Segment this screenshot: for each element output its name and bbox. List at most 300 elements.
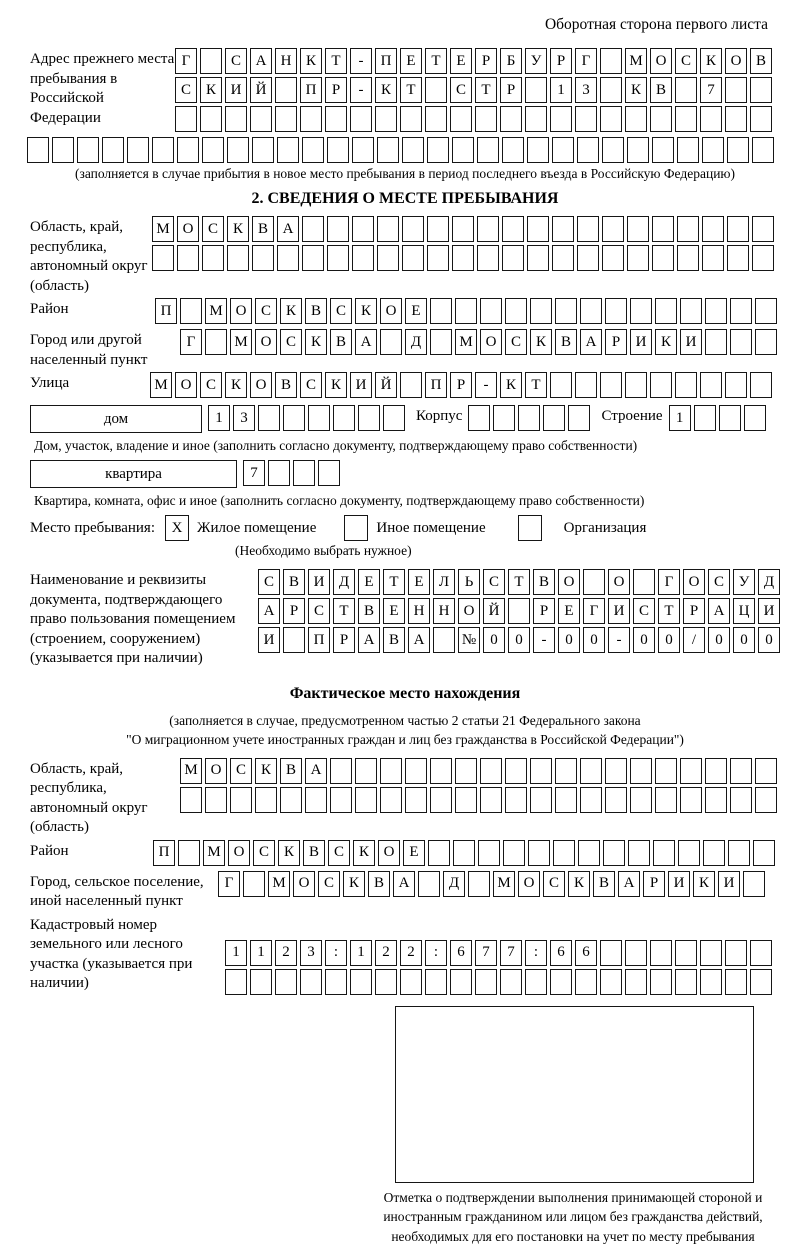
- char-cell[interactable]: А: [355, 329, 377, 355]
- char-cell[interactable]: [478, 840, 500, 866]
- char-cell[interactable]: Н: [408, 598, 430, 624]
- char-cell[interactable]: [250, 969, 272, 995]
- char-cell[interactable]: [225, 106, 247, 132]
- char-cell[interactable]: [728, 840, 750, 866]
- char-cell[interactable]: С: [318, 871, 340, 897]
- char-cell[interactable]: [705, 329, 727, 355]
- char-cell[interactable]: [553, 840, 575, 866]
- char-cell[interactable]: [377, 216, 399, 242]
- char-cell[interactable]: 0: [633, 627, 655, 653]
- char-cell[interactable]: [725, 372, 747, 398]
- char-cell[interactable]: П: [153, 840, 175, 866]
- char-cell[interactable]: С: [505, 329, 527, 355]
- char-cell[interactable]: О: [250, 372, 272, 398]
- char-cell[interactable]: К: [355, 298, 377, 324]
- char-cell[interactable]: [755, 298, 777, 324]
- char-cell[interactable]: [719, 405, 741, 431]
- char-cell[interactable]: [628, 840, 650, 866]
- char-cell[interactable]: 7: [243, 460, 265, 486]
- char-cell[interactable]: [455, 298, 477, 324]
- char-cell[interactable]: С: [200, 372, 222, 398]
- char-cell[interactable]: О: [683, 569, 705, 595]
- char-cell[interactable]: [400, 106, 422, 132]
- char-cell[interactable]: Ь: [458, 569, 480, 595]
- char-cell[interactable]: М: [180, 758, 202, 784]
- char-cell[interactable]: [525, 969, 547, 995]
- char-cell[interactable]: 2: [400, 940, 422, 966]
- char-cell[interactable]: [127, 137, 149, 163]
- char-cell[interactable]: [744, 405, 766, 431]
- char-cell[interactable]: Е: [358, 569, 380, 595]
- char-cell[interactable]: Т: [400, 77, 422, 103]
- char-cell[interactable]: С: [280, 329, 302, 355]
- char-cell[interactable]: [530, 298, 552, 324]
- char-cell[interactable]: 1: [225, 940, 247, 966]
- char-cell[interactable]: [625, 940, 647, 966]
- char-cell[interactable]: 0: [708, 627, 730, 653]
- char-cell[interactable]: С: [633, 598, 655, 624]
- char-cell[interactable]: [730, 758, 752, 784]
- char-cell[interactable]: [352, 216, 374, 242]
- char-cell[interactable]: [405, 758, 427, 784]
- char-cell[interactable]: Е: [450, 48, 472, 74]
- char-cell[interactable]: [753, 840, 775, 866]
- char-cell[interactable]: М: [152, 216, 174, 242]
- char-cell[interactable]: Е: [403, 840, 425, 866]
- char-cell[interactable]: [500, 969, 522, 995]
- char-cell[interactable]: [727, 216, 749, 242]
- char-cell[interactable]: [300, 106, 322, 132]
- char-cell[interactable]: Й: [483, 598, 505, 624]
- char-cell[interactable]: [555, 787, 577, 813]
- char-cell[interactable]: [602, 137, 624, 163]
- char-cell[interactable]: [333, 405, 355, 431]
- char-cell[interactable]: [225, 969, 247, 995]
- char-cell[interactable]: [500, 106, 522, 132]
- char-cell[interactable]: М: [203, 840, 225, 866]
- char-cell[interactable]: И: [225, 77, 247, 103]
- char-cell[interactable]: [527, 216, 549, 242]
- char-cell[interactable]: [650, 969, 672, 995]
- char-cell[interactable]: [430, 329, 452, 355]
- char-cell[interactable]: [752, 245, 774, 271]
- char-cell[interactable]: В: [533, 569, 555, 595]
- char-cell[interactable]: -: [350, 48, 372, 74]
- char-cell[interactable]: [600, 106, 622, 132]
- char-cell[interactable]: [655, 298, 677, 324]
- char-cell[interactable]: [250, 106, 272, 132]
- char-cell[interactable]: [430, 758, 452, 784]
- char-cell[interactable]: [577, 216, 599, 242]
- char-cell[interactable]: [578, 840, 600, 866]
- char-cell[interactable]: П: [308, 627, 330, 653]
- char-cell[interactable]: №: [458, 627, 480, 653]
- residential-premises-checkbox[interactable]: X: [165, 515, 189, 541]
- char-cell[interactable]: К: [500, 372, 522, 398]
- char-cell[interactable]: [627, 245, 649, 271]
- char-cell[interactable]: К: [343, 871, 365, 897]
- char-cell[interactable]: [433, 627, 455, 653]
- char-cell[interactable]: [330, 758, 352, 784]
- char-cell[interactable]: Т: [425, 48, 447, 74]
- char-cell[interactable]: [727, 137, 749, 163]
- char-cell[interactable]: К: [227, 216, 249, 242]
- char-cell[interactable]: [280, 787, 302, 813]
- char-cell[interactable]: [430, 787, 452, 813]
- char-cell[interactable]: Г: [658, 569, 680, 595]
- char-cell[interactable]: С: [230, 758, 252, 784]
- char-cell[interactable]: [358, 405, 380, 431]
- char-cell[interactable]: А: [708, 598, 730, 624]
- char-cell[interactable]: 3: [575, 77, 597, 103]
- char-cell[interactable]: О: [518, 871, 540, 897]
- char-cell[interactable]: В: [383, 627, 405, 653]
- char-cell[interactable]: К: [280, 298, 302, 324]
- char-cell[interactable]: К: [625, 77, 647, 103]
- char-cell[interactable]: В: [305, 298, 327, 324]
- char-cell[interactable]: [552, 137, 574, 163]
- char-cell[interactable]: Р: [643, 871, 665, 897]
- char-cell[interactable]: [730, 329, 752, 355]
- char-cell[interactable]: С: [300, 372, 322, 398]
- char-cell[interactable]: [700, 940, 722, 966]
- char-cell[interactable]: К: [375, 77, 397, 103]
- char-cell[interactable]: :: [325, 940, 347, 966]
- char-cell[interactable]: [152, 245, 174, 271]
- char-cell[interactable]: [377, 245, 399, 271]
- char-cell[interactable]: [503, 840, 525, 866]
- char-cell[interactable]: Р: [683, 598, 705, 624]
- char-cell[interactable]: [727, 245, 749, 271]
- char-cell[interactable]: 0: [583, 627, 605, 653]
- char-cell[interactable]: [550, 969, 572, 995]
- char-cell[interactable]: М: [268, 871, 290, 897]
- char-cell[interactable]: В: [368, 871, 390, 897]
- char-cell[interactable]: [302, 245, 324, 271]
- char-cell[interactable]: П: [300, 77, 322, 103]
- char-cell[interactable]: Е: [383, 598, 405, 624]
- char-cell[interactable]: Й: [375, 372, 397, 398]
- char-cell[interactable]: [680, 758, 702, 784]
- char-cell[interactable]: [625, 372, 647, 398]
- char-cell[interactable]: [202, 245, 224, 271]
- char-cell[interactable]: [375, 106, 397, 132]
- char-cell[interactable]: В: [358, 598, 380, 624]
- char-cell[interactable]: П: [155, 298, 177, 324]
- char-cell[interactable]: [205, 787, 227, 813]
- char-cell[interactable]: 0: [483, 627, 505, 653]
- char-cell[interactable]: Д: [758, 569, 780, 595]
- char-cell[interactable]: С: [330, 298, 352, 324]
- char-cell[interactable]: О: [378, 840, 400, 866]
- char-cell[interactable]: [453, 840, 475, 866]
- char-cell[interactable]: [177, 137, 199, 163]
- char-cell[interactable]: [327, 137, 349, 163]
- char-cell[interactable]: [525, 77, 547, 103]
- char-cell[interactable]: М: [625, 48, 647, 74]
- char-cell[interactable]: [600, 77, 622, 103]
- char-cell[interactable]: [375, 969, 397, 995]
- char-cell[interactable]: [380, 787, 402, 813]
- char-cell[interactable]: [730, 298, 752, 324]
- char-cell[interactable]: С: [175, 77, 197, 103]
- char-cell[interactable]: -: [608, 627, 630, 653]
- char-cell[interactable]: 0: [658, 627, 680, 653]
- char-cell[interactable]: А: [408, 627, 430, 653]
- char-cell[interactable]: Т: [508, 569, 530, 595]
- char-cell[interactable]: А: [393, 871, 415, 897]
- char-cell[interactable]: [575, 969, 597, 995]
- char-cell[interactable]: [452, 216, 474, 242]
- char-cell[interactable]: [600, 969, 622, 995]
- char-cell[interactable]: [577, 245, 599, 271]
- char-cell[interactable]: [427, 245, 449, 271]
- char-cell[interactable]: С: [708, 569, 730, 595]
- char-cell[interactable]: [730, 787, 752, 813]
- char-cell[interactable]: [400, 969, 422, 995]
- char-cell[interactable]: О: [293, 871, 315, 897]
- char-cell[interactable]: [152, 137, 174, 163]
- char-cell[interactable]: [355, 758, 377, 784]
- char-cell[interactable]: [325, 106, 347, 132]
- char-cell[interactable]: [530, 758, 552, 784]
- char-cell[interactable]: [550, 372, 572, 398]
- char-cell[interactable]: [418, 871, 440, 897]
- char-cell[interactable]: 3: [233, 405, 255, 431]
- char-cell[interactable]: К: [255, 758, 277, 784]
- char-cell[interactable]: Т: [325, 48, 347, 74]
- char-cell[interactable]: Р: [450, 372, 472, 398]
- char-cell[interactable]: 3: [300, 940, 322, 966]
- char-cell[interactable]: И: [608, 598, 630, 624]
- char-cell[interactable]: Р: [325, 77, 347, 103]
- char-cell[interactable]: :: [425, 940, 447, 966]
- char-cell[interactable]: А: [358, 627, 380, 653]
- char-cell[interactable]: [330, 787, 352, 813]
- char-cell[interactable]: Г: [583, 598, 605, 624]
- char-cell[interactable]: [677, 137, 699, 163]
- char-cell[interactable]: -: [475, 372, 497, 398]
- char-cell[interactable]: М: [150, 372, 172, 398]
- char-cell[interactable]: [502, 137, 524, 163]
- char-cell[interactable]: [468, 405, 490, 431]
- char-cell[interactable]: [603, 840, 625, 866]
- char-cell[interactable]: [480, 758, 502, 784]
- char-cell[interactable]: [627, 137, 649, 163]
- char-cell[interactable]: Б: [500, 48, 522, 74]
- char-cell[interactable]: [493, 405, 515, 431]
- char-cell[interactable]: 0: [508, 627, 530, 653]
- char-cell[interactable]: [175, 106, 197, 132]
- char-cell[interactable]: [293, 460, 315, 486]
- char-cell[interactable]: С: [255, 298, 277, 324]
- char-cell[interactable]: В: [330, 329, 352, 355]
- char-cell[interactable]: [680, 298, 702, 324]
- char-cell[interactable]: О: [458, 598, 480, 624]
- char-cell[interactable]: П: [425, 372, 447, 398]
- char-cell[interactable]: И: [630, 329, 652, 355]
- char-cell[interactable]: [552, 216, 574, 242]
- char-cell[interactable]: О: [230, 298, 252, 324]
- char-cell[interactable]: Д: [333, 569, 355, 595]
- char-cell[interactable]: [380, 329, 402, 355]
- char-cell[interactable]: [605, 758, 627, 784]
- char-cell[interactable]: [377, 137, 399, 163]
- char-cell[interactable]: [268, 460, 290, 486]
- char-cell[interactable]: [180, 787, 202, 813]
- char-cell[interactable]: К: [300, 48, 322, 74]
- char-cell[interactable]: [355, 787, 377, 813]
- char-cell[interactable]: Г: [575, 48, 597, 74]
- char-cell[interactable]: [300, 969, 322, 995]
- char-cell[interactable]: А: [258, 598, 280, 624]
- char-cell[interactable]: [655, 758, 677, 784]
- char-cell[interactable]: [77, 137, 99, 163]
- char-cell[interactable]: [480, 298, 502, 324]
- char-cell[interactable]: /: [683, 627, 705, 653]
- char-cell[interactable]: -: [350, 77, 372, 103]
- char-cell[interactable]: [583, 569, 605, 595]
- char-cell[interactable]: [202, 137, 224, 163]
- char-cell[interactable]: С: [543, 871, 565, 897]
- char-cell[interactable]: В: [275, 372, 297, 398]
- char-cell[interactable]: [352, 137, 374, 163]
- char-cell[interactable]: [352, 245, 374, 271]
- char-cell[interactable]: А: [250, 48, 272, 74]
- char-cell[interactable]: [525, 106, 547, 132]
- char-cell[interactable]: [405, 787, 427, 813]
- char-cell[interactable]: [302, 216, 324, 242]
- char-cell[interactable]: [327, 216, 349, 242]
- char-cell[interactable]: 1: [208, 405, 230, 431]
- char-cell[interactable]: 0: [758, 627, 780, 653]
- char-cell[interactable]: К: [700, 48, 722, 74]
- char-cell[interactable]: [383, 405, 405, 431]
- char-cell[interactable]: [605, 298, 627, 324]
- char-cell[interactable]: [527, 245, 549, 271]
- char-cell[interactable]: [543, 405, 565, 431]
- char-cell[interactable]: [508, 598, 530, 624]
- char-cell[interactable]: И: [258, 627, 280, 653]
- char-cell[interactable]: [180, 298, 202, 324]
- char-cell[interactable]: 1: [350, 940, 372, 966]
- char-cell[interactable]: [652, 216, 674, 242]
- char-cell[interactable]: Р: [500, 77, 522, 103]
- char-cell[interactable]: [475, 106, 497, 132]
- char-cell[interactable]: Е: [558, 598, 580, 624]
- char-cell[interactable]: [652, 245, 674, 271]
- char-cell[interactable]: [580, 298, 602, 324]
- char-cell[interactable]: Т: [333, 598, 355, 624]
- char-cell[interactable]: Д: [405, 329, 427, 355]
- char-cell[interactable]: [700, 372, 722, 398]
- char-cell[interactable]: [480, 787, 502, 813]
- char-cell[interactable]: К: [225, 372, 247, 398]
- char-cell[interactable]: [652, 137, 674, 163]
- char-cell[interactable]: М: [230, 329, 252, 355]
- char-cell[interactable]: [675, 372, 697, 398]
- char-cell[interactable]: В: [303, 840, 325, 866]
- char-cell[interactable]: С: [483, 569, 505, 595]
- char-cell[interactable]: [694, 405, 716, 431]
- char-cell[interactable]: [625, 106, 647, 132]
- char-cell[interactable]: К: [200, 77, 222, 103]
- char-cell[interactable]: Т: [525, 372, 547, 398]
- char-cell[interactable]: А: [305, 758, 327, 784]
- char-cell[interactable]: В: [283, 569, 305, 595]
- char-cell[interactable]: [528, 840, 550, 866]
- char-cell[interactable]: [427, 137, 449, 163]
- char-cell[interactable]: [318, 460, 340, 486]
- char-cell[interactable]: Л: [433, 569, 455, 595]
- char-cell[interactable]: [275, 77, 297, 103]
- char-cell[interactable]: [325, 969, 347, 995]
- char-cell[interactable]: И: [350, 372, 372, 398]
- char-cell[interactable]: :: [525, 940, 547, 966]
- char-cell[interactable]: [308, 405, 330, 431]
- char-cell[interactable]: Е: [400, 48, 422, 74]
- char-cell[interactable]: [258, 405, 280, 431]
- char-cell[interactable]: [255, 787, 277, 813]
- char-cell[interactable]: 1: [669, 405, 691, 431]
- char-cell[interactable]: [227, 245, 249, 271]
- char-cell[interactable]: [630, 758, 652, 784]
- char-cell[interactable]: [650, 106, 672, 132]
- char-cell[interactable]: К: [693, 871, 715, 897]
- char-cell[interactable]: [400, 372, 422, 398]
- char-cell[interactable]: [680, 787, 702, 813]
- char-cell[interactable]: Н: [433, 598, 455, 624]
- char-cell[interactable]: С: [225, 48, 247, 74]
- char-cell[interactable]: 1: [550, 77, 572, 103]
- char-cell[interactable]: И: [718, 871, 740, 897]
- char-cell[interactable]: [277, 245, 299, 271]
- char-cell[interactable]: [655, 787, 677, 813]
- char-cell[interactable]: [580, 787, 602, 813]
- char-cell[interactable]: К: [568, 871, 590, 897]
- char-cell[interactable]: Г: [175, 48, 197, 74]
- char-cell[interactable]: [630, 787, 652, 813]
- char-cell[interactable]: [402, 245, 424, 271]
- char-cell[interactable]: [705, 787, 727, 813]
- confirmation-stamp-box[interactable]: [395, 1006, 754, 1183]
- char-cell[interactable]: [627, 216, 649, 242]
- char-cell[interactable]: Р: [605, 329, 627, 355]
- char-cell[interactable]: [602, 216, 624, 242]
- char-cell[interactable]: [750, 77, 772, 103]
- char-cell[interactable]: [350, 969, 372, 995]
- char-cell[interactable]: [675, 969, 697, 995]
- char-cell[interactable]: [630, 298, 652, 324]
- char-cell[interactable]: О: [177, 216, 199, 242]
- char-cell[interactable]: М: [455, 329, 477, 355]
- char-cell[interactable]: [675, 940, 697, 966]
- char-cell[interactable]: [750, 940, 772, 966]
- char-cell[interactable]: [755, 758, 777, 784]
- char-cell[interactable]: В: [593, 871, 615, 897]
- char-cell[interactable]: Р: [283, 598, 305, 624]
- char-cell[interactable]: [752, 137, 774, 163]
- char-cell[interactable]: [205, 329, 227, 355]
- char-cell[interactable]: Т: [658, 598, 680, 624]
- char-cell[interactable]: [427, 216, 449, 242]
- char-cell[interactable]: Д: [443, 871, 465, 897]
- char-cell[interactable]: [305, 787, 327, 813]
- char-cell[interactable]: [102, 137, 124, 163]
- char-cell[interactable]: [452, 137, 474, 163]
- char-cell[interactable]: [425, 969, 447, 995]
- char-cell[interactable]: 1: [250, 940, 272, 966]
